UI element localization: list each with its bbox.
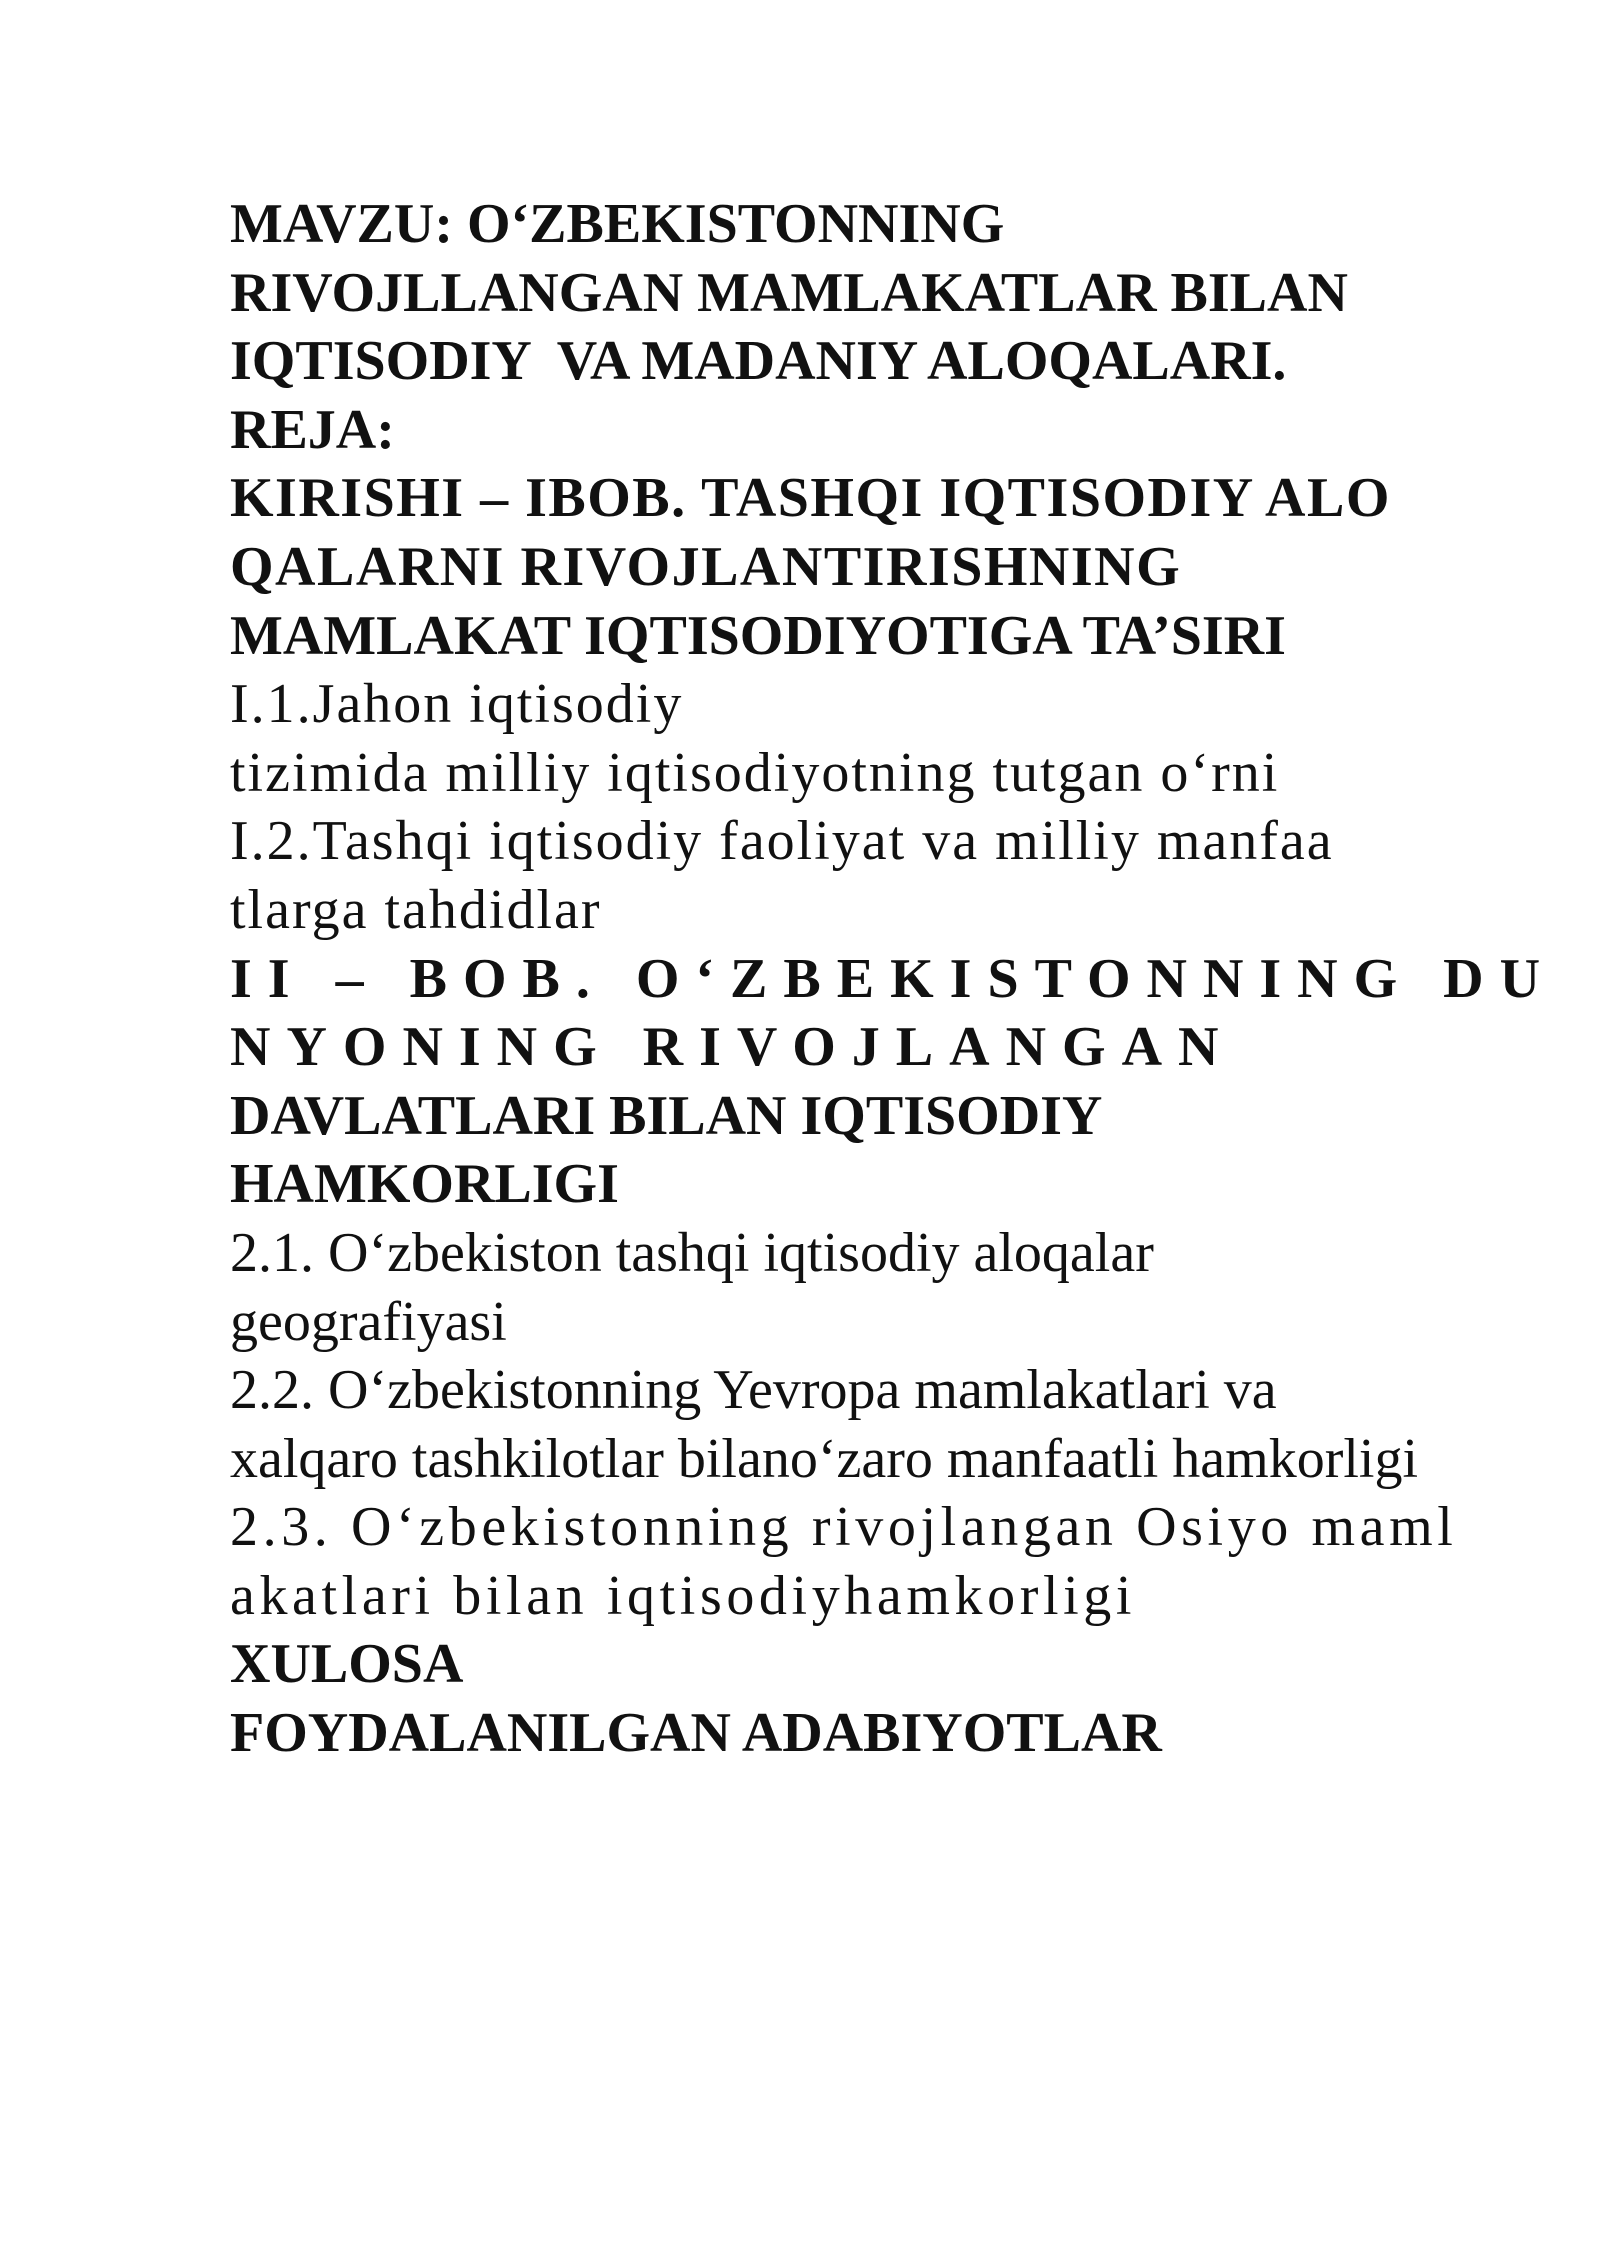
chapter1-heading-line-3: MAMLAKAT IQTISODIYOTIGA TA’SIRI xyxy=(230,604,1286,667)
section-1-1-line-1: I.1.Jahon iqtisodiy xyxy=(230,673,684,736)
section-1-2-line-2: tlarga tahdidlar xyxy=(230,878,602,941)
section-2-3-line-2: akatlari bilan iqtisodiyhamkorligi xyxy=(230,1564,1137,1627)
section-2-1-line-1: 2.1. O‘zbekiston tashqi iqtisodiy aloqalar xyxy=(230,1221,1154,1284)
document-body xyxy=(230,190,1557,1768)
conclusion-heading: XULOSA xyxy=(230,1633,464,1696)
references-heading: FOYDALANILGAN ADABIYOTLAR xyxy=(230,1702,1162,1765)
section-2-1-line-2: geografiyasi xyxy=(230,1290,507,1353)
section-1-2-line-1: I.2.Tashqi iqtisodiy faoliyat va milliy manfaa xyxy=(230,810,1334,873)
title-line-3: IQTISODIY VA MADANIY ALOQALARI. xyxy=(230,330,1287,393)
chapter1-heading-line-2: QALARNI RIVOJLANTIRISHNING xyxy=(230,535,1182,598)
section-2-2-line-1: 2.2. O‘zbekistonning Yevropa mamlakatlari va xyxy=(230,1359,1277,1422)
chapter2-heading-line-4: HAMKORLIGI xyxy=(230,1153,619,1216)
section-2-3-line-1: 2.3. O‘zbekistonning rivojlangan Osiyo maml xyxy=(230,1496,1458,1559)
chapter1-heading-line-1: KIRISHI – IBOB. TASHQI IQTISODIY ALO xyxy=(230,467,1391,530)
plan-heading: REJA: xyxy=(230,398,395,461)
section-2-2-line-2: xalqaro tashkilotlar bilano‘zaro manfaatli hamkorligi xyxy=(230,1427,1419,1490)
title-line-1: MAVZU: O‘ZBEKISTONNING xyxy=(230,193,1005,255)
chapter2-heading-line-2: NYONING RIVOJLANGAN xyxy=(230,1016,1235,1079)
chapter2-heading-line-1: II – BOB. O‘ZBEKISTONNING DU xyxy=(230,947,1557,1010)
chapter2-heading-line-3: DAVLATLARI BILAN IQTISODIY xyxy=(230,1084,1103,1147)
title-line-2: RIVOJLLANGAN MAMLAKATLAR BILAN xyxy=(230,261,1348,324)
section-1-1-line-2: tizimida milliy iqtisodiyotning tutgan o‘rni xyxy=(230,741,1280,804)
